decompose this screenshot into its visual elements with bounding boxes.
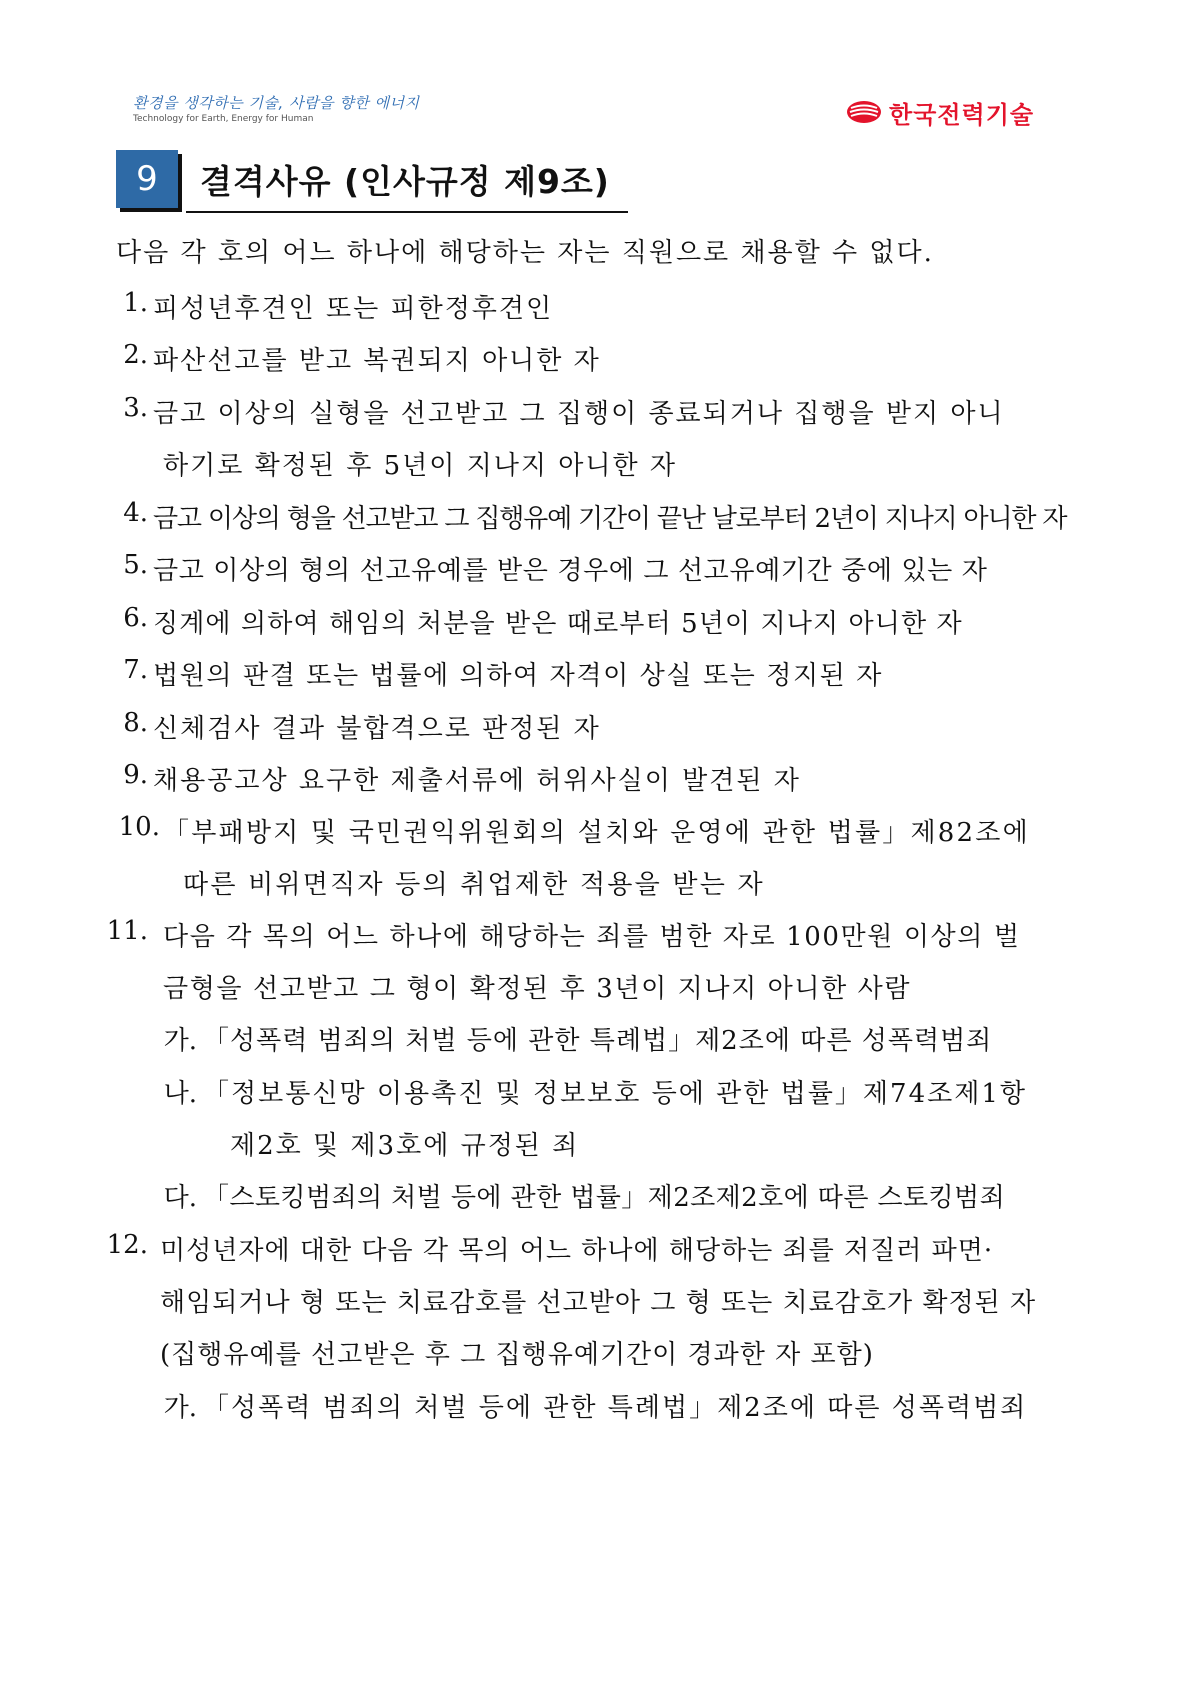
slogan-english: Technology for Earth, Energy for Human [133,114,314,124]
list-item-number: 1. [123,288,148,318]
list-item-text: 해임되거나 형 또는 치료감호를 선고받아 그 형 또는 치료감호가 확정된 자 [160,1288,1037,1319]
list-item-number: 가. [163,1393,197,1423]
list-item-number: 5. [123,550,148,580]
list-item-number: 10. [118,812,160,842]
list-item-text: (집행유예를 선고받은 후 그 집행유예기간이 경과한 자 포함) [160,1340,874,1371]
list-item-text: 따른 비위면직자 등의 취업제한 적용을 받는 자 [183,870,765,901]
slogan [133,94,420,125]
list-item-number: 11. [106,916,148,946]
list-item-number: 12. [106,1230,148,1260]
list-item-number: 7. [123,655,148,685]
list-item-text: 법원의 판결 또는 법률에 의하여 자격이 상실 또는 정지된 자 [153,661,883,691]
list-item-text: 「부패방지 및 국민권익위원회의 설치와 운영에 관한 법률」제82조에 [163,818,1030,848]
brand-name: 한국전력기술 [889,100,1035,129]
list-item-text: 「정보통신망 이용촉진 및 정보보호 등에 관한 법률」제74조제1항 [203,1079,1027,1109]
list-item-number: 나. [163,1079,197,1109]
list-item-text: 금형을 선고받고 그 형이 확정된 후 3년이 지나지 아니한 사람 [163,974,912,1005]
section-title-underline [186,211,628,213]
list-item-text: 징계에 의하여 해임의 처분을 받은 때로부터 5년이 지나지 아니한 자 [153,609,963,639]
list-item-text: 하기로 확정된 후 5년이 지나지 아니한 자 [163,451,677,482]
list-item-text: 다음 각 목의 어느 하나에 해당하는 죄를 범한 자로 100만원 이상의 벌 [163,922,1021,952]
list-item-text: 제2호 및 제3호에 규정된 죄 [230,1131,580,1162]
list-item-number: 8. [123,708,148,738]
list-item-text: 신체검사 결과 불합격으로 판정된 자 [153,714,601,744]
section-number-badge: 9 [116,150,178,208]
list-item-text: 금고 이상의 실형을 선고받고 그 집행이 종료되거나 집행을 받지 아니 [153,399,1005,429]
list-item-number: 9. [123,760,148,790]
list-item-text: 미성년자에 대한 다음 각 목의 어느 하나에 해당하는 죄를 저질러 파면· [160,1236,994,1266]
list-item-text: 채용공고상 요구한 제출서류에 허위사실이 발견된 자 [153,766,801,796]
list-item-text: 「성폭력 범죄의 처벌 등에 관한 특례법」제2조에 따른 성폭력범죄 [203,1026,993,1056]
intro-text: 다음 각 호의 어느 하나에 해당하는 자는 직원으로 채용할 수 없다. [116,238,934,268]
list-item-number: 가. [163,1026,197,1056]
brand [845,96,1034,128]
list-item-number: 3. [123,393,148,423]
section-title: 결격사유 (인사규정 제9조) [200,161,610,201]
list-item-number: 다. [163,1183,197,1213]
list-item-text: 금고 이상의 형의 선고유예를 받은 경우에 그 선고유예기간 중에 있는 자 [153,556,988,586]
list-item-number: 4. [123,498,148,528]
kepco-logo-icon [845,99,883,125]
list-item-number: 2. [123,340,148,370]
list-item-text: 「성폭력 범죄의 처벌 등에 관한 특례법」제2조에 따른 성폭력범죄 [203,1393,1028,1423]
list-item-text: 피성년후견인 또는 피한정후견인 [153,294,554,324]
list-item-number: 6. [123,603,148,633]
list-item-text: 「스토킹범죄의 처벌 등에 관한 법률」제2조제2호에 따른 스토킹범죄 [203,1183,1006,1213]
list-item-text: 금고 이상의 형을 선고받고 그 집행유예 기간이 끝난 날로부터 2년이 지나지 아니한 자 [153,504,1067,534]
list-item-text: 파산선고를 받고 복권되지 아니한 자 [153,346,601,376]
slogan-korean: 환경을 생각하는 기술, 사람을 향한 에너지 [133,94,420,112]
